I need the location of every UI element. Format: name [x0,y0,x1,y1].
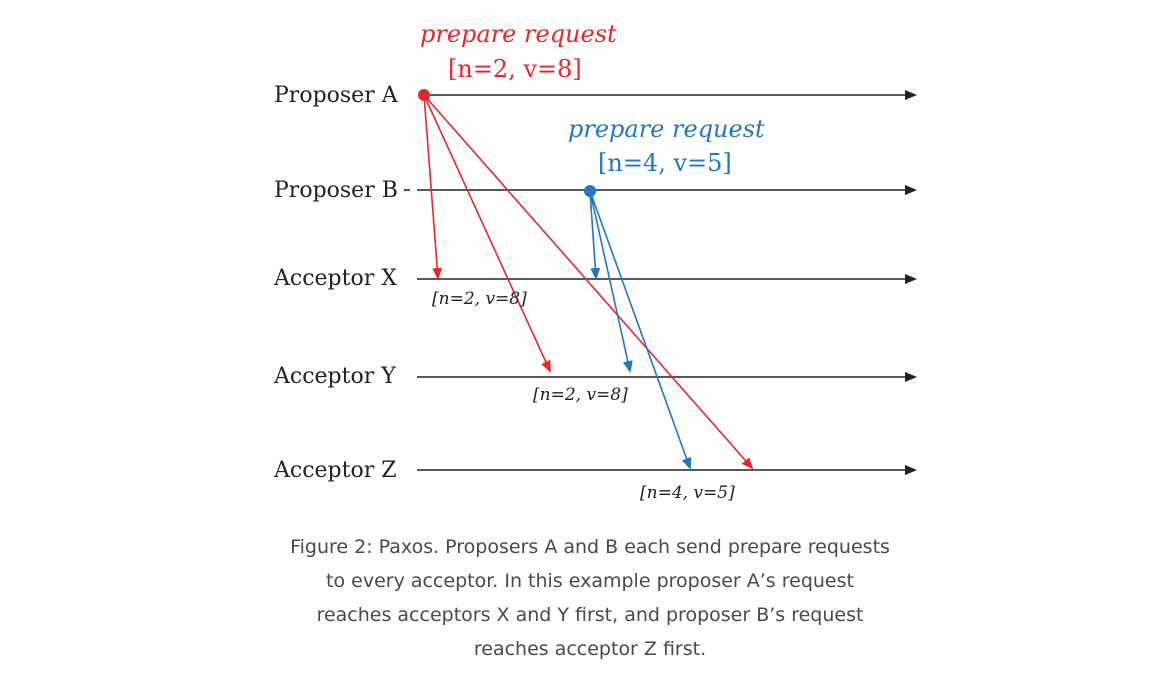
request-b-title: prepare request [568,115,765,143]
request-a-params: [n=2, v=8] [448,55,582,83]
message-b-to-y [590,191,630,371]
message-a-to-y [424,95,550,371]
proposer-b-origin-dot [584,185,596,197]
acceptor-x-value: [n=2, v=8] [432,289,527,309]
acceptor-z-value: [n=4, v=5] [640,483,735,503]
proposer-a-origin-dot [418,89,430,101]
timeline-label-acceptor-x: Acceptor X [274,266,397,291]
timeline-label-acceptor-z: Acceptor Z [274,458,397,483]
acceptor-y-value: [n=2, v=8] [533,385,628,405]
request-b-params: [n=4, v=5] [598,149,732,177]
timeline-label-proposer-b: Proposer B [274,178,398,203]
timeline-label-acceptor-y: Acceptor Y [274,364,396,389]
request-a-title: prepare request [420,20,617,48]
figure-caption: Figure 2: Paxos. Proposers A and B each send prepare requests to every acceptor. In this example proposer A’s request reaches acceptors X and Y first, and proposer B’s request reaches acceptor Z first. [290,536,890,660]
message-b-to-z [590,191,690,468]
timeline-label-proposer-a: Proposer A [274,83,398,108]
